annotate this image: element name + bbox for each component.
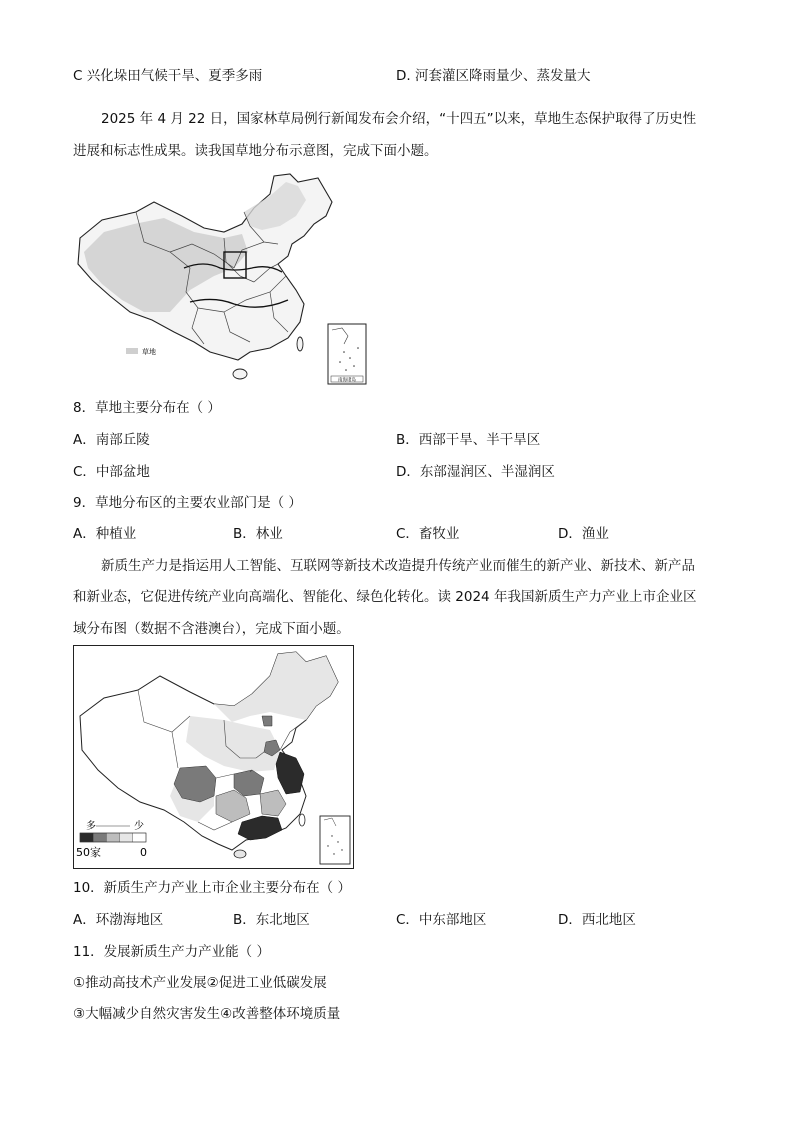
legend-swatch (80, 833, 93, 842)
q11-statements-2: ③大幅减少自然灾害发生④改善整体环境质量 (73, 1006, 341, 1022)
south-china-sea-inset-2 (320, 816, 350, 864)
intro2-line3: 域分布图（数据不含港澳台），完成下面小题。 (73, 621, 350, 637)
option-d-prev: D. 河套灌区降雨量少、蒸发量大 (396, 68, 591, 84)
q10-option-d[interactable]: D．西北地区 (558, 912, 636, 928)
legend-swatch (133, 833, 146, 842)
grassland-legend-label: 草地 (142, 348, 156, 356)
q9-option-a[interactable]: A．种植业 (73, 526, 137, 542)
south-china-sea-inset (328, 324, 366, 384)
legend-max: 50家 (76, 846, 101, 859)
legend-less: 少 (134, 821, 144, 832)
option-c-prev: C 兴化垛田气候干旱、夏季多雨 (73, 68, 263, 84)
legend-swatch (120, 833, 133, 842)
legend-more: 多 (86, 821, 96, 832)
intro2-line1: 新质生产力是指运用人工智能、互联网等新技术改造提升传统产业而催生的新产业、新技术、新产品 (101, 558, 695, 574)
intro2-line2: 和新业态，它促进传统产业向高端化、智能化、绿色化转化。读 2024 年我国新质生产力产业上市企业区 (73, 589, 697, 605)
q8-option-a[interactable]: A．南部丘陵 (73, 432, 150, 448)
legend-min: 0 (140, 846, 147, 859)
grassland-legend-swatch (126, 348, 138, 354)
q8-option-c[interactable]: C．中部盆地 (73, 464, 150, 480)
q8-stem: 8．草地主要分布在（ ） (73, 400, 221, 416)
q9-option-c[interactable]: C．畜牧业 (396, 526, 460, 542)
legend-swatch (106, 833, 119, 842)
q10-option-a[interactable]: A．环渤海地区 (73, 912, 164, 928)
q11-stem: 11．发展新质生产力产业能（ ） (73, 944, 270, 960)
intro1-line2: 进展和标志性成果。读我国草地分布示意图，完成下面小题。 (73, 143, 438, 159)
enterprise-distribution-map (73, 645, 354, 869)
q10-stem: 10．新质生产力产业上市企业主要分布在（ ） (73, 880, 351, 896)
intro1-line1: 2025 年 4 月 22 日，国家林草局例行新闻发布会介绍，“十四五”以来，草地生态保护取得了历史性 (101, 111, 697, 127)
q8-option-b[interactable]: B．西部干旱、半干旱区 (396, 432, 541, 448)
q9-stem: 9．草地分布区的主要农业部门是（ ） (73, 495, 302, 511)
q10-option-c[interactable]: C．中东部地区 (396, 912, 487, 928)
legend-swatch (93, 833, 106, 842)
q9-option-d[interactable]: D．渔业 (558, 526, 609, 542)
q10-option-b[interactable]: B．东北地区 (233, 912, 310, 928)
inset-label: 南海诸岛 (338, 378, 356, 383)
q8-option-d[interactable]: D．东部湿润区、半湿润区 (396, 464, 555, 480)
q11-statements-1: ①推动高技术产业发展②促进工业低碳发展 (73, 975, 327, 991)
enterprise-legend (76, 819, 147, 859)
q9-option-b[interactable]: B．林业 (233, 526, 283, 542)
grassland-map (74, 172, 370, 388)
